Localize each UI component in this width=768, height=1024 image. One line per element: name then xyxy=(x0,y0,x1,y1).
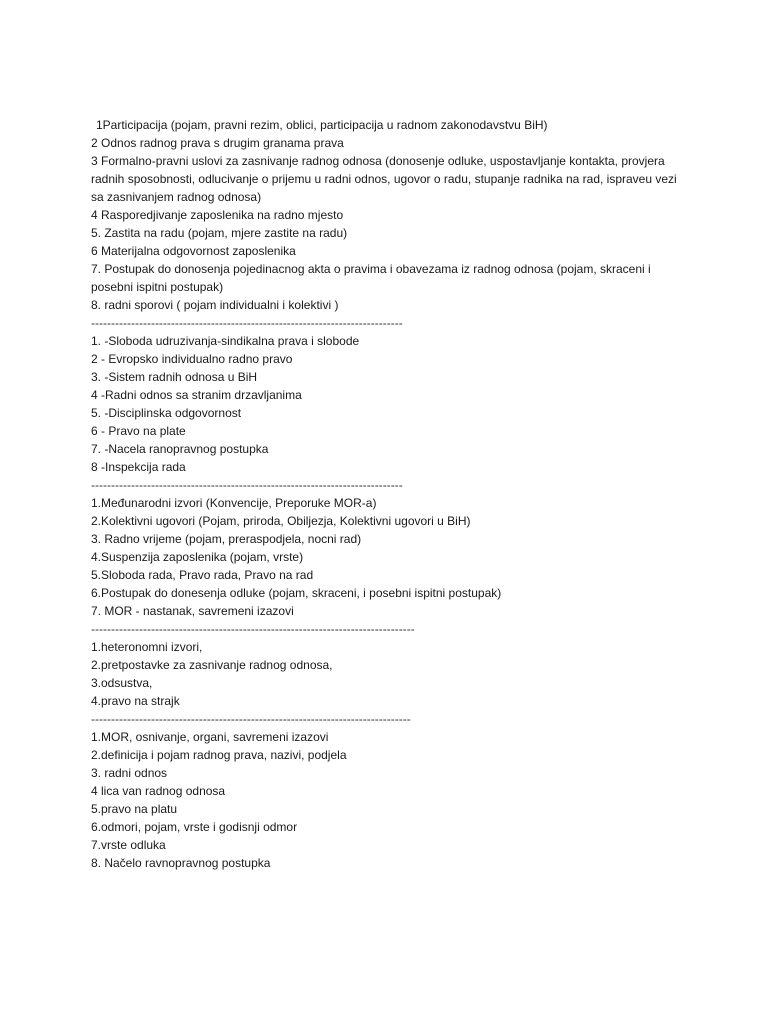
list-item: 5. -Disciplinska odgovornost xyxy=(91,406,242,420)
list-item: 5.pravo na platu xyxy=(91,802,178,816)
list-item: 8 -Inspekcija rada xyxy=(91,460,186,474)
list-item: 1.MOR, osnivanje, organi, savremeni izazovi xyxy=(91,730,329,744)
list-item: 5. Zastita na radu (pojam, mjere zastite na radu) xyxy=(91,226,348,240)
section-3 xyxy=(91,494,691,638)
list-item: 3. -Sistem radnih odnosa u BiH xyxy=(91,370,258,384)
list-item: 2 Odnos radnog prava s drugim granama prava xyxy=(91,136,344,150)
list-item: 2 - Evropsko individualno radno pravo xyxy=(91,352,293,366)
document-page xyxy=(91,116,691,872)
list-item: 8. radni sporovi ( pojam individualni i kolektivi ) xyxy=(91,298,339,312)
list-item: 4 Rasporedjivanje zaposlenika na radno mjesto xyxy=(91,208,344,222)
list-item: 2.Kolektivni ugovori (Pojam, priroda, Obiljezja, Kolektivni ugovori u BiH) xyxy=(91,514,471,528)
section-5 xyxy=(91,728,691,872)
list-item: 6.odmori, pojam, vrste i godisnji odmor xyxy=(91,820,298,834)
list-item: 5.Sloboda rada, Pravo rada, Pravo na rad xyxy=(91,568,314,582)
list-item: 3 Formalno-pravni uslovi za zasnivanje radnog odnosa (donosenje odluke, uspostavljanje kontakta, provjera radnih sposobnosti, odlucivanje o prijemu u radni odnos, ugovor o radu, stupanje radnika na rad, ispraveu vezi sa zasnivanjem radnog odnosa) xyxy=(91,154,677,204)
list-item: 4 lica van radnog odnosa xyxy=(91,784,226,798)
list-item: 4.Suspenzija zaposlenika (pojam, vrste) xyxy=(91,550,304,564)
list-item: 1.heteronomni izvori, xyxy=(91,640,203,654)
section-separator: --------------------------------------------------------------------------------- xyxy=(91,622,415,636)
section-separator: ------------------------------------------------------------------------------ xyxy=(91,316,403,330)
section-4 xyxy=(91,638,691,728)
list-item: 2.pretpostavke za zasnivanje radnog odnosa, xyxy=(91,658,333,672)
list-item: 4.pravo na strajk xyxy=(91,694,180,708)
section-1 xyxy=(91,116,691,332)
list-item: 1. -Sloboda udruzivanja-sindikalna prava i slobode xyxy=(91,334,360,348)
section-separator: ------------------------------------------------------------------------------ xyxy=(91,478,403,492)
list-item: 3.odsustva, xyxy=(91,676,153,690)
list-item: 1.Međunarodni izvori (Konvencije, Preporuke MOR-a) xyxy=(91,496,377,510)
list-item: 3. radni odnos xyxy=(91,766,168,780)
list-item: 1Participacija (pojam, pravni rezim, oblici, participacija u radnom zakonodavstvu BiH) xyxy=(96,118,548,132)
list-item: 6.Postupak do donesenja odluke (pojam, skraceni, i posebni ispitni postupak) xyxy=(91,586,502,600)
list-item: 3. Radno vrijeme (pojam, preraspodjela, nocni rad) xyxy=(91,532,362,546)
list-item: 6 - Pravo na plate xyxy=(91,424,186,438)
list-item: 7.vrste odluka xyxy=(91,838,166,852)
list-item: 2.definicija i pojam radnog prava, nazivi, podjela xyxy=(91,748,347,762)
section-separator: -------------------------------------------------------------------------------- xyxy=(91,712,411,726)
list-item: 7. Postupak do donosenja pojedinacnog akta o pravima i obavezama iz radnog odnosa (pojam, skraceni i posebni ispitni postupak) xyxy=(91,262,651,294)
list-item: 7. MOR - nastanak, savremeni izazovi xyxy=(91,604,294,618)
list-item: 4 -Radni odnos sa stranim drzavljanima xyxy=(91,388,302,402)
section-2 xyxy=(91,332,691,494)
list-item: 7. -Nacela ranopravnog postupka xyxy=(91,442,269,456)
list-item: 6 Materijalna odgovornost zaposlenika xyxy=(91,244,296,258)
list-item: 8. Načelo ravnopravnog postupka xyxy=(91,856,271,870)
